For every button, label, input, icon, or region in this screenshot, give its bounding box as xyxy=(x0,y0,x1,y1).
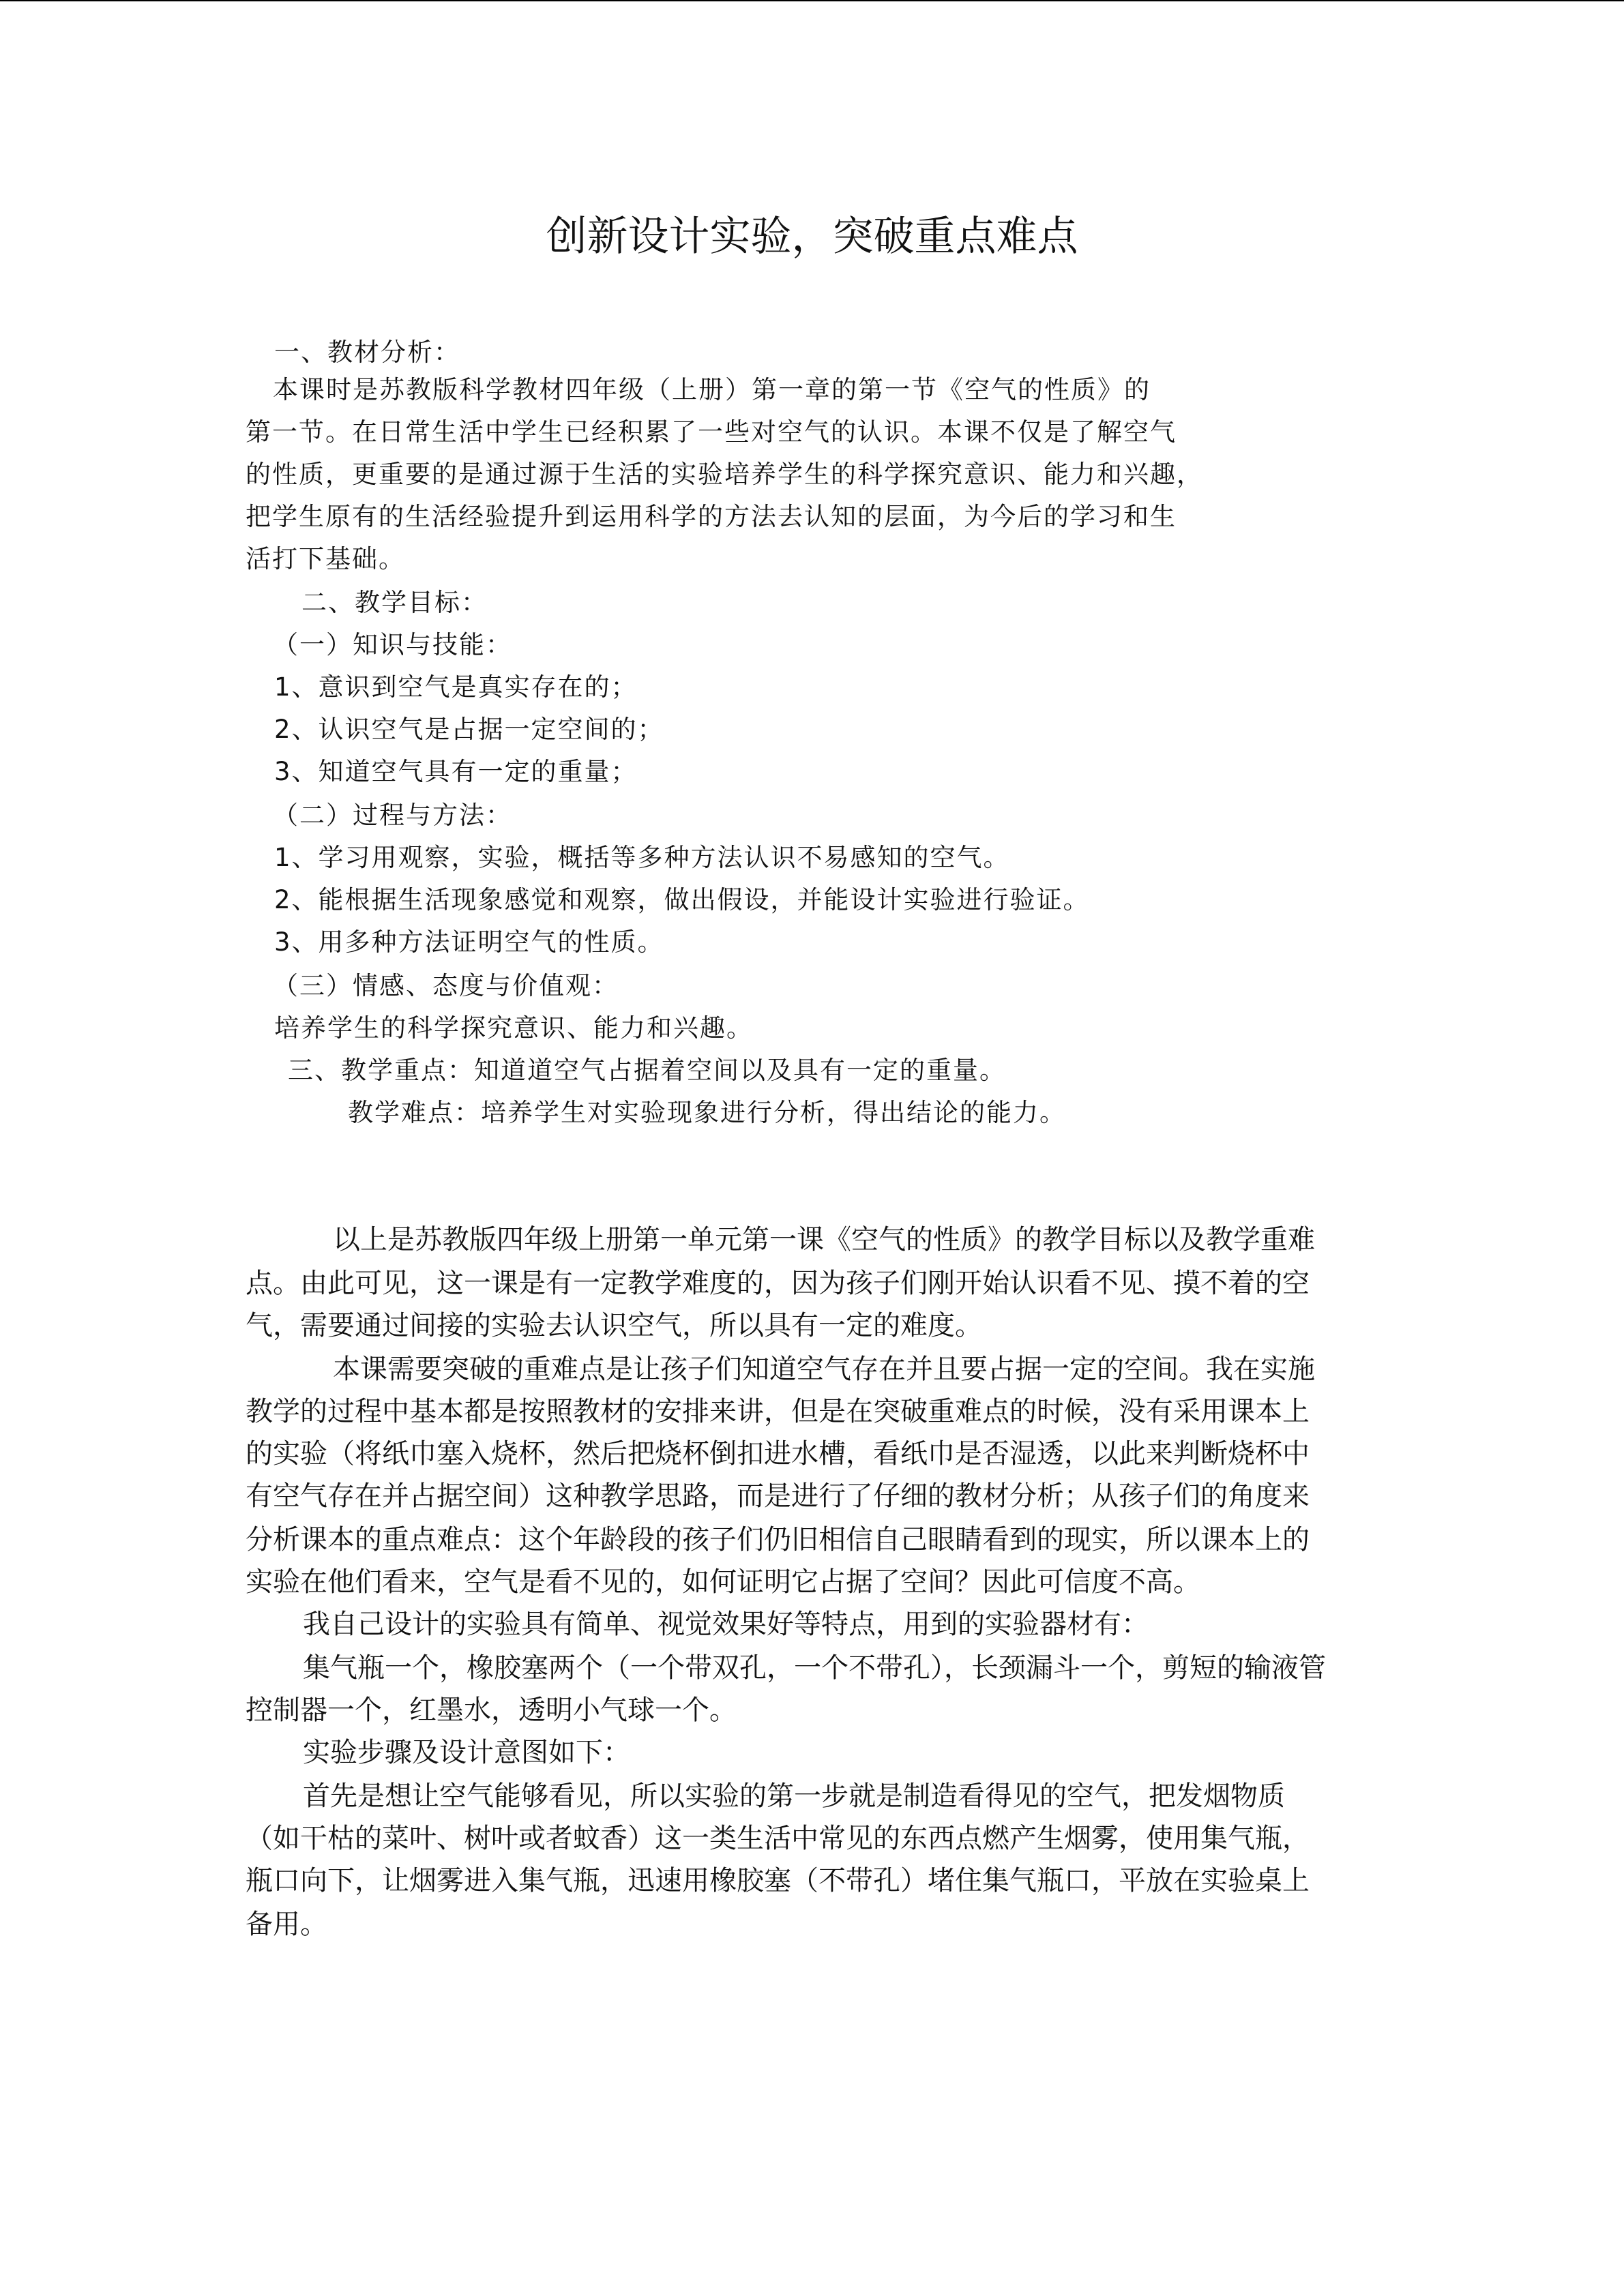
paragraph-line: 实验在他们看来，空气是看不见的，如何证明它占据了空间？因此可信度不高。 xyxy=(246,1566,1200,1598)
subsection-heading: （三）情感、态度与价值观： xyxy=(273,971,619,1000)
paragraph-line: 点。由此可见，这一课是有一定教学难度的，因为孩子们刚开始认识看不见、摸不着的空 xyxy=(246,1268,1310,1299)
paragraph-line: 备用。 xyxy=(246,1909,327,1940)
list-item: 3、知道空气具有一定的重量； xyxy=(274,757,638,786)
paragraph-line: 把学生原有的生活经验提升到运用科学的方法去认知的层面，为今后的学习和生 xyxy=(246,502,1177,531)
paragraph-line: 的实验（将纸巾塞入烧杯，然后把烧杯倒扣进水槽，看纸巾是否湿透，以此来判断烧杯中 xyxy=(246,1438,1310,1470)
paragraph-line: 瓶口向下，让烟雾进入集气瓶，迅速用橡胶塞（不带孔）堵住集气瓶口，平放在实验桌上 xyxy=(246,1865,1310,1896)
section-heading: 一、教材分析： xyxy=(274,338,460,367)
paragraph-line: 首先是想让空气能够看见，所以实验的第一步就是制造看得见的空气，把发烟物质 xyxy=(303,1780,1285,1812)
paragraph-line: 分析课本的重点难点：这个年龄段的孩子们仍旧相信自己眼睛看到的现实，所以课本上的 xyxy=(246,1524,1310,1555)
list-item: 2、认识空气是占据一定空间的； xyxy=(274,715,664,744)
paragraph-line: 我自己设计的实验具有简单、视觉效果好等特点，用到的实验器材有： xyxy=(303,1609,1149,1640)
subsection-heading: （二）过程与方法： xyxy=(273,801,512,830)
paragraph-line: 控制器一个，红墨水，透明小气球一个。 xyxy=(246,1695,737,1726)
paragraph-line: 教学难点：培养学生对实验现象进行分析，得出结论的能力。 xyxy=(348,1098,1066,1127)
paragraph-line: 培养学生的科学探究意识、能力和兴趣。 xyxy=(274,1013,753,1043)
paragraph-line: （如干枯的菜叶、树叶或者蚊香）这一类生活中常见的东西点燃产生烟雾，使用集气瓶， xyxy=(246,1823,1310,1854)
paragraph-line: 有空气存在并占据空间）这种教学思路，而是进行了仔细的教材分析；从孩子们的角度来 xyxy=(246,1480,1310,1512)
paragraph-line: 教学的过程中基本都是按照教材的安排来讲，但是在突破重难点的时候，没有采用课本上 xyxy=(246,1396,1310,1427)
paragraph-line: 气，需要通过间接的实验去认识空气，所以具有一定的难度。 xyxy=(246,1310,982,1341)
paragraph-line: 实验步骤及设计意图如下： xyxy=(303,1737,630,1768)
section-heading: 二、教学目标： xyxy=(301,588,488,617)
list-item: 3、用多种方法证明空气的性质。 xyxy=(274,927,664,957)
document-title: 创新设计实验，突破重点难点 xyxy=(546,213,1078,260)
section-heading: 三、教学重点：知道道空气占据着空间以及具有一定的重量。 xyxy=(288,1056,1006,1085)
paragraph-line: 以上是苏教版四年级上册第一单元第一课《空气的性质》的教学目标以及教学重难 xyxy=(333,1224,1315,1255)
paragraph-line: 集气瓶一个，橡胶塞两个（一个带双孔，一个不带孔），长颈漏斗一个，剪短的输液管 xyxy=(303,1652,1326,1684)
list-item: 1、学习用观察，实验，概括等多种方法认识不易感知的空气。 xyxy=(274,843,1010,872)
paragraph-line: 本课时是苏教版科学教材四年级（上册）第一章的第一节《空气的性质》的 xyxy=(273,375,1151,404)
list-item: 2、能根据生活现象感觉和观察，做出假设，并能设计实验进行验证。 xyxy=(274,885,1090,914)
paragraph-line: 的性质，更重要的是通过源于生活的实验培养学生的科学探究意识、能力和兴趣， xyxy=(246,460,1203,489)
list-item: 1、意识到空气是真实存在的； xyxy=(274,672,638,702)
paragraph-line: 第一节。在日常生活中学生已经积累了一些对空气的认识。本课不仅是了解空气 xyxy=(246,417,1177,447)
paragraph-line: 本课需要突破的重难点是让孩子们知道空气存在并且要占据一定的空间。我在实施 xyxy=(333,1354,1315,1385)
paragraph-line: 活打下基础。 xyxy=(246,544,405,573)
subsection-heading: （一）知识与技能： xyxy=(273,630,512,659)
